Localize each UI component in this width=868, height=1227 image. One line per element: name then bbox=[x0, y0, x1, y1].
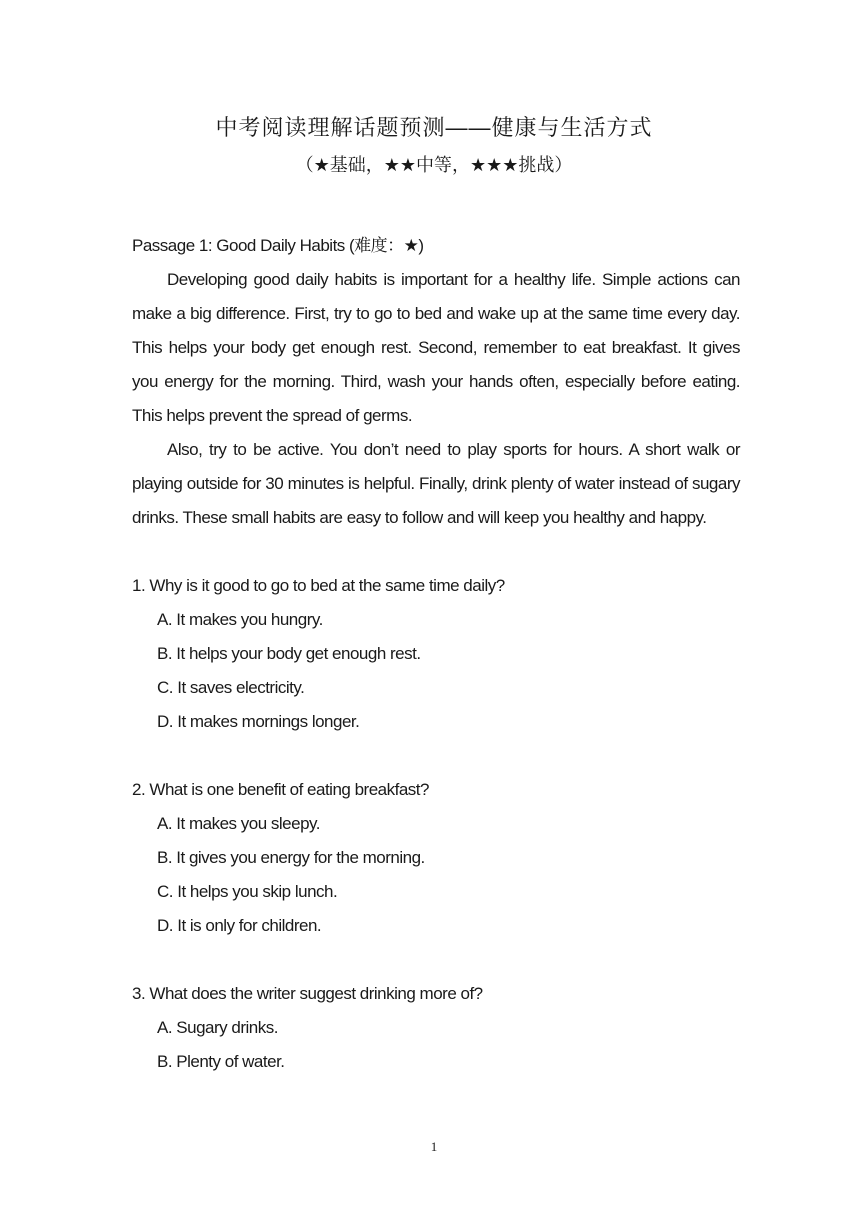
question-2 bbox=[132, 773, 740, 943]
answer-option: A. It makes you sleepy. bbox=[157, 814, 320, 833]
answer-option: B. It helps your body get enough rest. bbox=[157, 644, 421, 663]
question-stem: 3. What does the writer suggest drinking more of? bbox=[132, 984, 483, 1003]
answer-option: B. It gives you energy for the morning. bbox=[157, 848, 425, 867]
difficulty-legend: （★基础，★★中等，★★★挑战） bbox=[295, 155, 573, 175]
answer-option: C. It helps you skip lunch. bbox=[157, 882, 338, 901]
page-number: 1 bbox=[430, 1139, 438, 1154]
answer-option: A. It makes you hungry. bbox=[157, 610, 323, 629]
page-title: 中考阅读理解话题预测——健康与生活方式 bbox=[215, 115, 653, 140]
answer-option: D. It makes mornings longer. bbox=[157, 712, 360, 731]
passage-paragraph: Developing good daily habits is important for a healthy life. Simple actions can make a big difference. First, try to go to bed and wake up at the same time every day. This helps your body get enough rest. Second, remember to eat breakfast. It gives you energy for the morning. Third, wash your hands often, especially before eating. This helps prevent the spread of germs. bbox=[132, 270, 740, 425]
passage-heading: Passage 1: Good Daily Habits (难度：★) bbox=[132, 236, 424, 255]
answer-option: D. It is only for children. bbox=[157, 916, 322, 935]
passage-paragraph: Also, try to be active. You don’t need to play sports for hours. A short walk or playing outside for 30 minutes is helpful. Finally, drink plenty of water instead of sugary drinks. These small habits are easy to follow and will keep you healthy and happy. bbox=[132, 440, 740, 527]
question-3 bbox=[132, 977, 740, 1079]
question-1 bbox=[132, 569, 740, 739]
answer-option: A. Sugary drinks. bbox=[157, 1018, 278, 1037]
passage-content bbox=[132, 229, 740, 1079]
question-stem: 2. What is one benefit of eating breakfast? bbox=[132, 780, 429, 799]
question-stem: 1. Why is it good to go to bed at the same time daily? bbox=[132, 576, 505, 595]
answer-option: B. Plenty of water. bbox=[157, 1052, 285, 1071]
answer-option: C. It saves electricity. bbox=[157, 678, 305, 697]
